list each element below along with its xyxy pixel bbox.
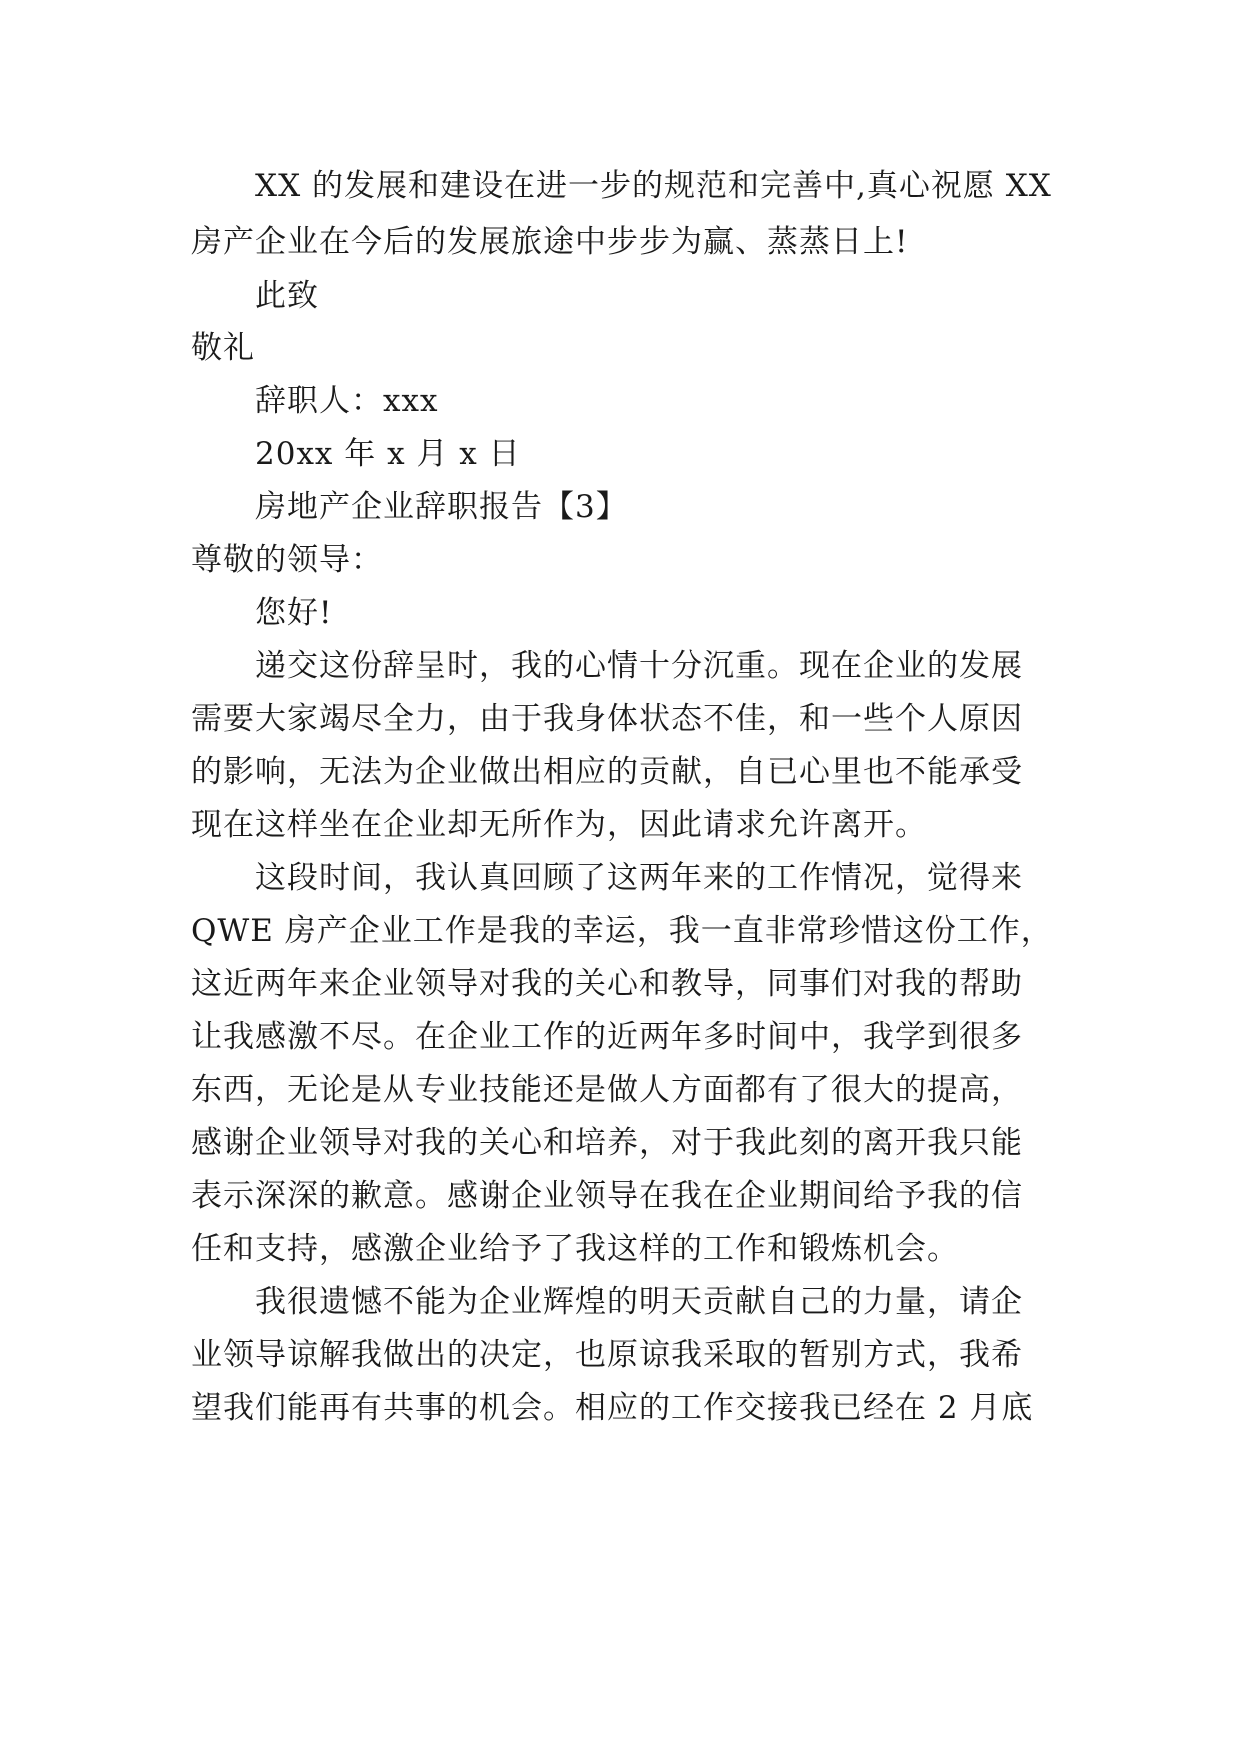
text-line: 房产企业在今后的发展旅途中步步为赢、蒸蒸日上! (191, 224, 909, 260)
text-line: 现在这样坐在企业却无所作为，因此请求允许离开。 (191, 807, 927, 843)
greeting-line: 尊敬的领导： (191, 542, 383, 578)
text-line: 表示深深的歉意。感谢企业领导在我在企业期间给予我的信 (191, 1178, 1023, 1214)
text-line: 望我们能再有共事的机会。相应的工作交接我已经在 2 月底 (191, 1390, 1034, 1426)
text-line: 东西，无论是从专业技能还是做人方面都有了很大的提高， (191, 1072, 1023, 1108)
closing-regards: 敬礼 (191, 330, 255, 366)
text-line: 需要大家竭尽全力，由于我身体状态不佳，和一些个人原因 (191, 701, 1023, 737)
greeting-hello: 您好! (255, 595, 333, 631)
text-line: 的影响，无法为企业做出相应的贡献，自已心里也不能承受 (191, 754, 1023, 790)
text-line: 这近两年来企业领导对我的关心和教导，同事们对我的帮助 (191, 966, 1023, 1002)
text-line: 我很遗憾不能为企业辉煌的明天贡献自己的力量，请企 (255, 1284, 1023, 1320)
date-line: 20xx 年 x 月 x 日 (255, 436, 521, 472)
section-title: 房地产企业辞职报告【3】 (255, 489, 628, 525)
signer-line: 辞职人：xxx (255, 383, 439, 419)
text-line: 感谢企业领导对我的关心和培养，对于我此刻的离开我只能 (191, 1125, 1023, 1161)
text-line: 任和支持，感激企业给予了我这样的工作和锻炼机会。 (191, 1231, 959, 1267)
text-line: 这段时间，我认真回顾了这两年来的工作情况，觉得来 (255, 860, 1023, 896)
text-line: 递交这份辞呈时，我的心情十分沉重。现在企业的发展 (255, 648, 1023, 684)
closing-salutation: 此致 (255, 278, 319, 314)
text-line: XX 的发展和建设在进一步的规范和完善中,真心祝愿 XX (255, 168, 1052, 204)
text-line: QWE 房产企业工作是我的幸运，我一直非常珍惜这份工作， (191, 913, 1053, 949)
text-line: 让我感激不尽。在企业工作的近两年多时间中，我学到很多 (191, 1019, 1023, 1055)
text-line: 业领导谅解我做出的决定，也原谅我采取的暂别方式，我希 (191, 1337, 1023, 1373)
